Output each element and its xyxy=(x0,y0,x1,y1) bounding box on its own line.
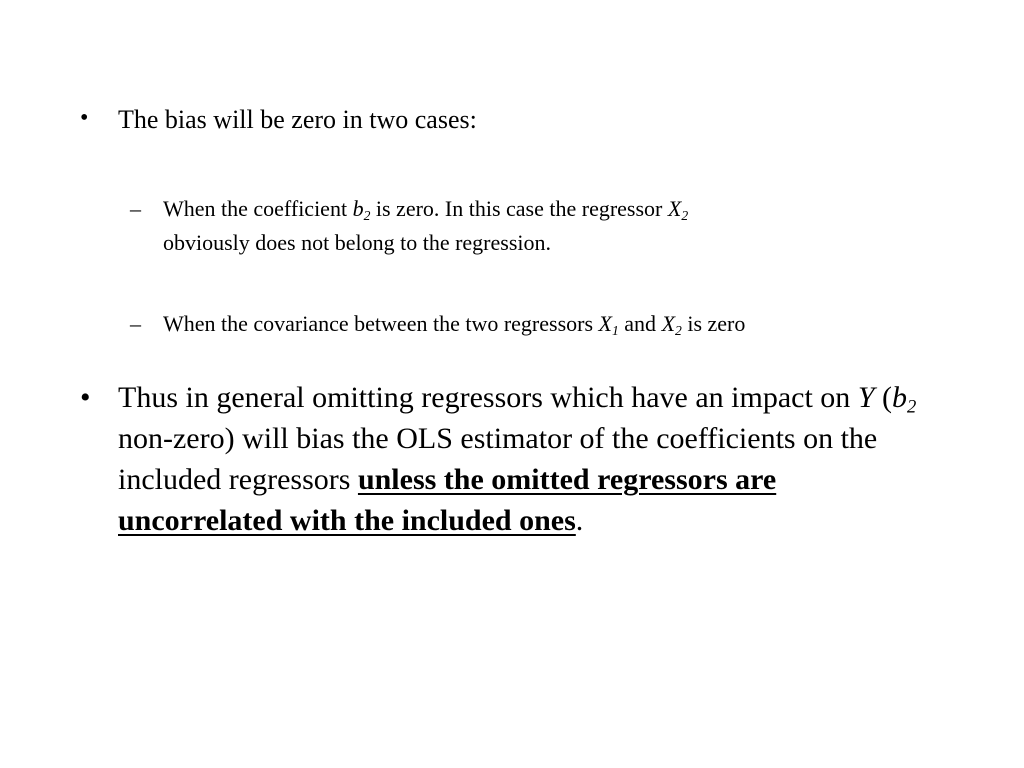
subscript-text: 1 xyxy=(611,323,619,339)
subscript xyxy=(675,323,682,338)
text-run: and xyxy=(618,311,662,336)
text-run: ( xyxy=(874,381,892,414)
text-run: When the covariance between the two regressors xyxy=(163,311,599,336)
subscript xyxy=(681,208,688,223)
bullet-text xyxy=(118,377,918,541)
text-run: is zero. In this case the regressor xyxy=(370,196,668,221)
bullet-icon: • xyxy=(80,105,89,131)
sub-item-text xyxy=(163,307,943,341)
variable-x2: X xyxy=(661,311,676,336)
bullet-text: The bias will be zero in two cases: xyxy=(118,105,477,134)
text-run: obviously does not belong to the regression. xyxy=(163,230,552,255)
text-run: Thus in general omitting regressors which have an impact on xyxy=(118,381,858,414)
subscript-text: 2 xyxy=(363,208,371,224)
subscript-text: 2 xyxy=(907,396,917,418)
bullet-icon: • xyxy=(80,381,91,414)
text-run: is zero xyxy=(681,311,746,336)
text-run: When the coefficient xyxy=(163,196,353,221)
sub-item-text xyxy=(163,192,943,260)
variable-b: b xyxy=(892,381,907,414)
variable-y: Y xyxy=(857,381,875,414)
variable-x: X xyxy=(667,196,682,221)
variable-x1: X xyxy=(598,311,612,336)
text-run: . xyxy=(575,504,584,537)
dash-icon: – xyxy=(130,311,141,336)
text-run: non-zero) will bias the OLS estimator of the coefficients on the included regressors xyxy=(118,422,878,496)
subscript-text: 2 xyxy=(681,208,689,224)
subscript xyxy=(612,323,619,338)
subscript xyxy=(907,397,916,418)
emphasized-conclusion: unless the omitted regressors are uncorrelated with the included ones xyxy=(118,463,777,537)
variable-b: b xyxy=(352,196,364,221)
subscript-text: 2 xyxy=(675,323,682,339)
dash-icon: – xyxy=(130,196,141,221)
